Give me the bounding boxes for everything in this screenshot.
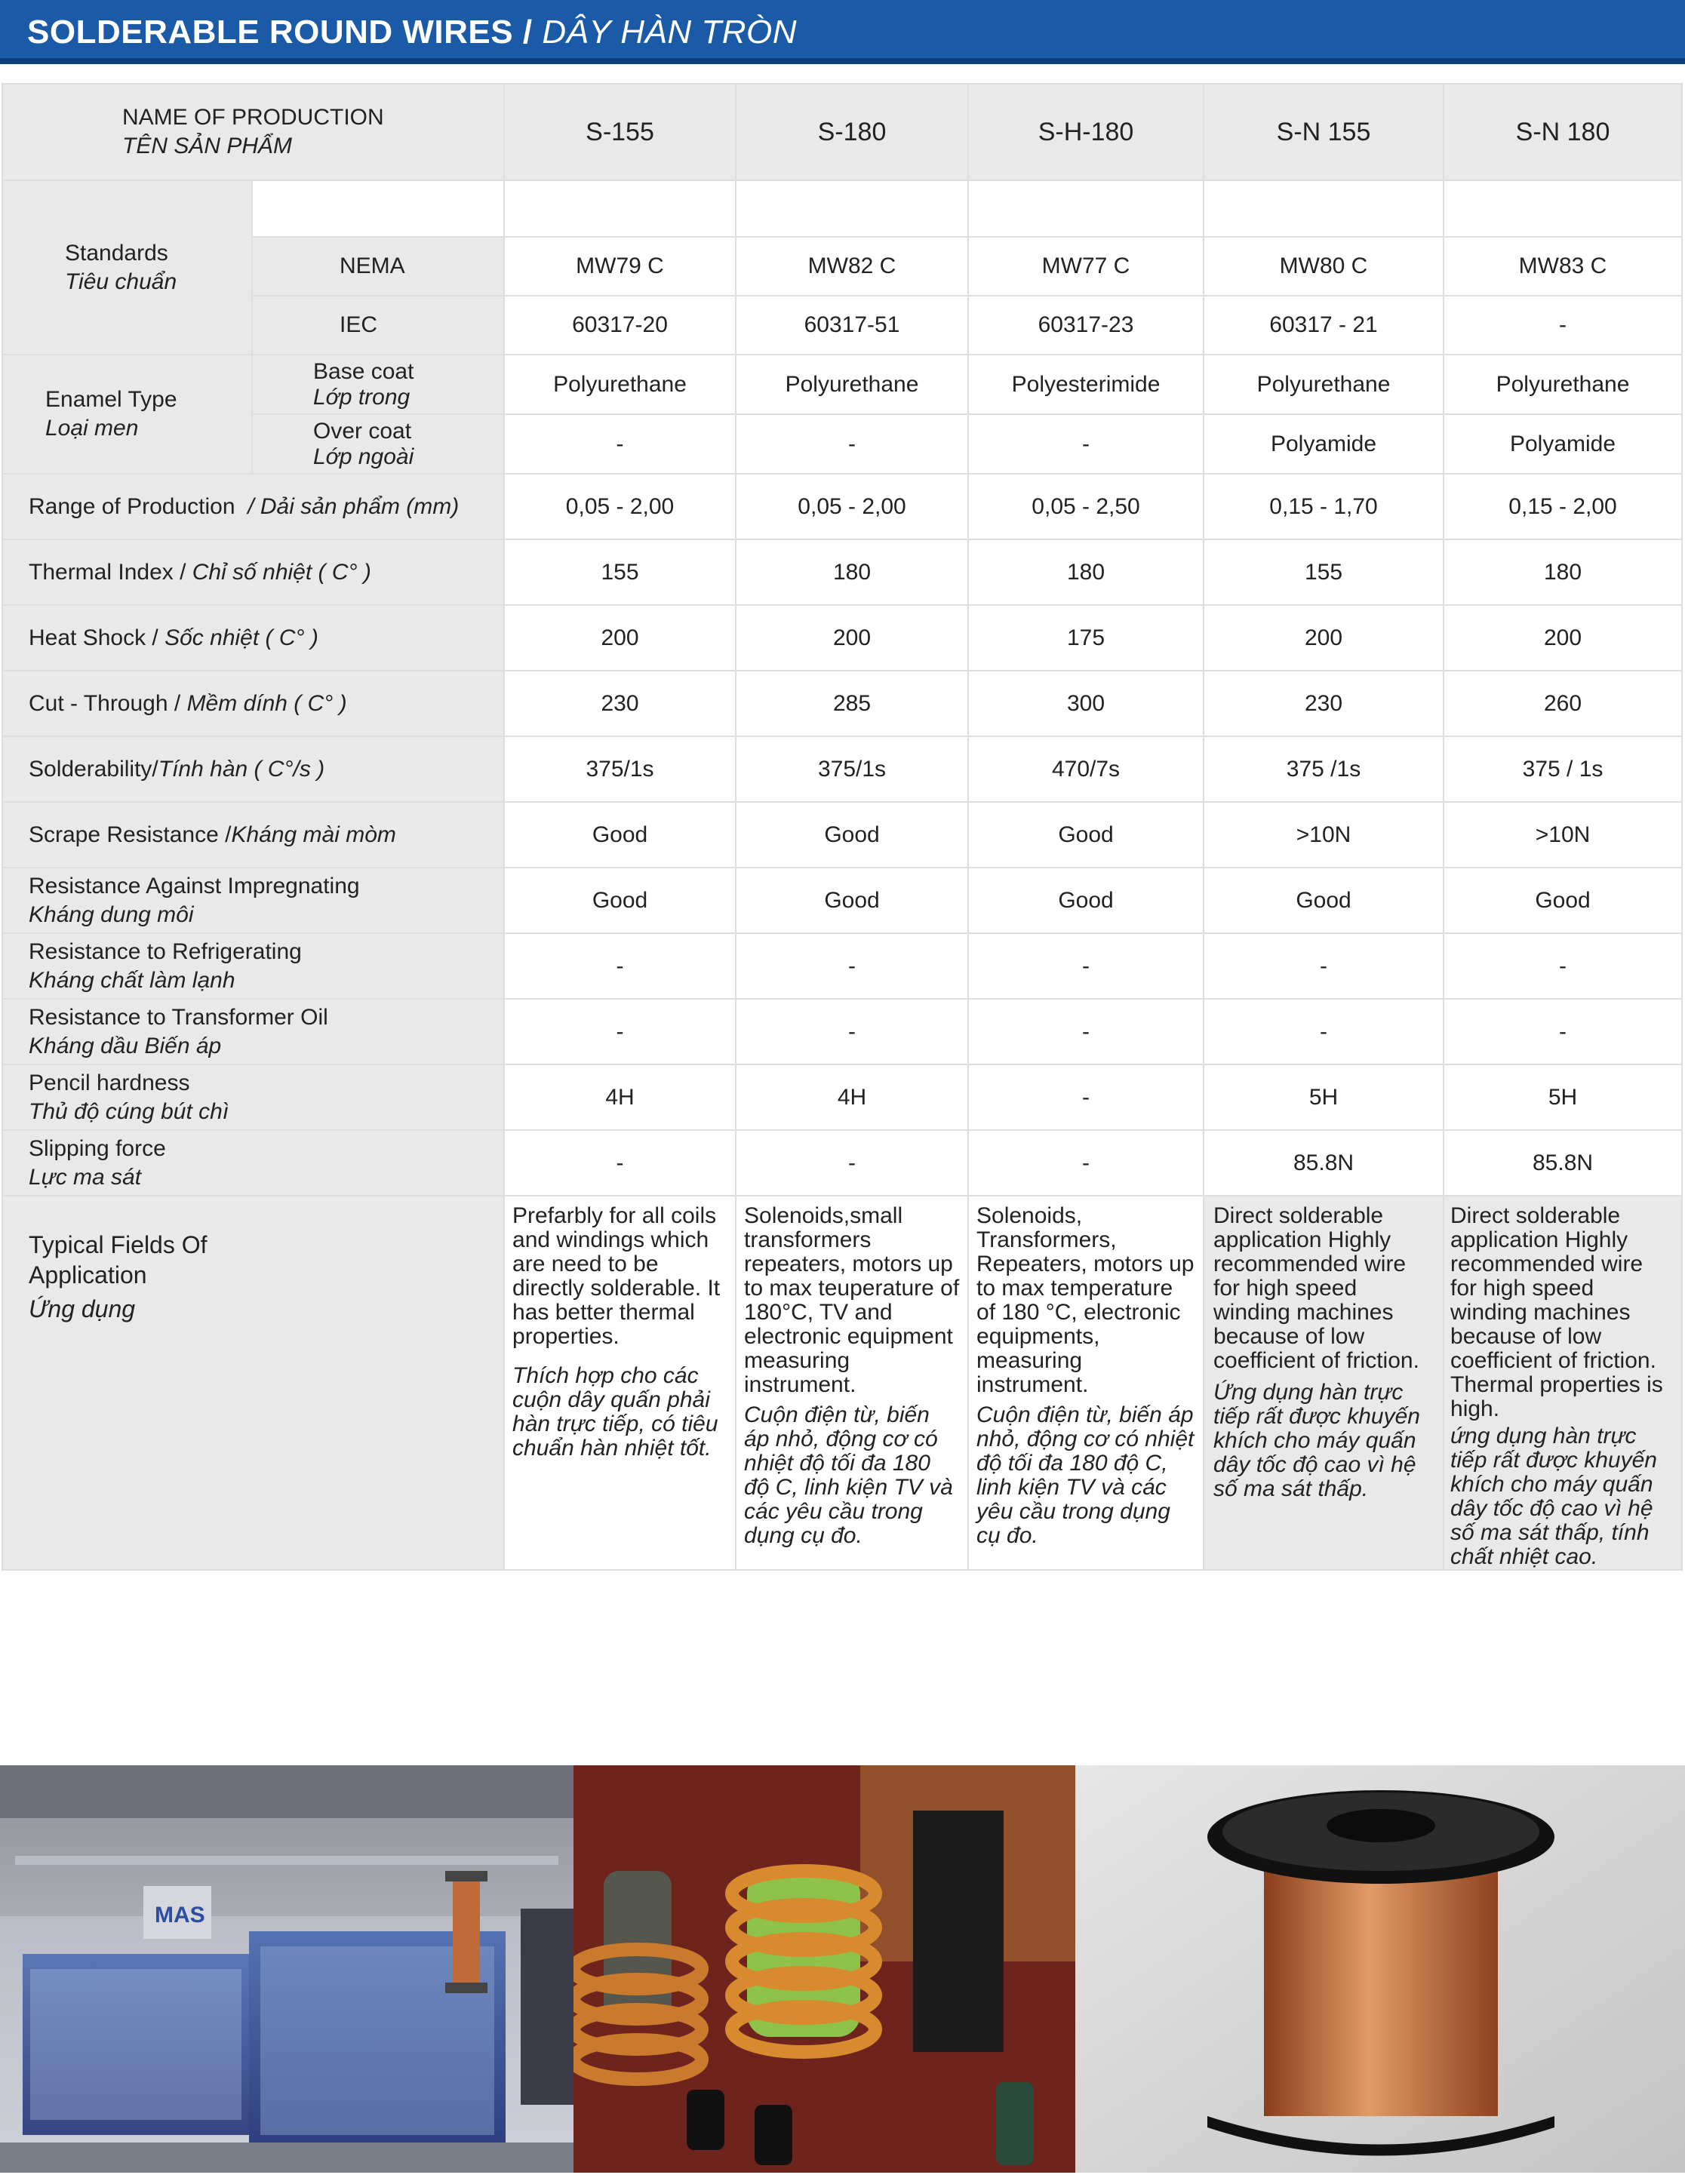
row-label-en: Range of Production: [29, 493, 235, 519]
table-cell: [736, 180, 968, 237]
application-cell: [736, 1196, 968, 1570]
table-cell: -: [968, 1064, 1204, 1130]
table-cell: MW82 C: [736, 237, 968, 296]
table-cell: 60317 - 21: [1204, 296, 1444, 355]
table-cell: 200: [1444, 605, 1682, 671]
table-cell: Good: [968, 802, 1204, 868]
table-cell: -: [736, 414, 968, 474]
table-cell: 375 /1s: [1204, 736, 1444, 802]
row-label-vi: Kháng mài mòm: [231, 822, 396, 847]
row-label-en: Heat Shock /: [29, 625, 158, 650]
table-cell: -: [504, 933, 736, 999]
standards-label-vi: Tiêu chuẩn: [65, 269, 177, 294]
row-label-vi: Sốc nhiệt ( C° ): [165, 625, 318, 650]
application-label-en-1: Typical Fields Of: [29, 1231, 208, 1258]
table-cell: -: [968, 999, 1204, 1064]
row-label-en: Solderability/: [29, 756, 158, 782]
machine-logo: MAS: [155, 1903, 205, 1928]
application-vi: Ứng dụng hàn trực tiếp rất được khuyến khích cho máy quấn dây tốc độ cao vì hệ số ma sát thấp.: [1213, 1380, 1420, 1501]
row-label-en: Thermal Index /: [29, 559, 186, 585]
product-header: S-180: [736, 84, 968, 180]
table-cell: 0,05 - 2,00: [736, 474, 968, 539]
table-cell: -: [968, 414, 1204, 474]
table-cell: Good: [968, 868, 1204, 933]
table-cell: Good: [504, 868, 736, 933]
page-title: [27, 14, 797, 51]
table-cell: 375/1s: [736, 736, 968, 802]
table-cell: 85.8N: [1204, 1130, 1444, 1196]
table-cell: Polyamide: [1444, 414, 1682, 474]
table-cell: 4H: [736, 1064, 968, 1130]
table-cell: 285: [736, 671, 968, 736]
product-header: S-H-180: [968, 84, 1204, 180]
table-cell: >10N: [1204, 802, 1444, 868]
table-cell: 5H: [1204, 1064, 1444, 1130]
row-label-vi: Kháng chất làm lạnh: [29, 967, 235, 993]
product-header: S-N 155: [1204, 84, 1444, 180]
row-label-vi: Lực ma sát: [29, 1164, 142, 1190]
row-label-vi: Kháng dung môi: [29, 902, 194, 927]
table-cell: Good: [1444, 868, 1682, 933]
copper-spool-photo: [1075, 1765, 1685, 2173]
over-coat-en: Over coat: [313, 418, 412, 444]
application-cell: [1444, 1196, 1682, 1570]
table-cell: 4H: [504, 1064, 736, 1130]
table-cell: Polyamide: [1204, 414, 1444, 474]
table-cell: -: [1444, 296, 1682, 355]
table-cell: 85.8N: [1444, 1130, 1682, 1196]
table-cell: >10N: [1444, 802, 1682, 868]
row-label-en: Slipping force: [29, 1135, 166, 1161]
table-cell: -: [736, 999, 968, 1064]
title-vi: DÂY HÀN TRÒN: [542, 14, 797, 51]
row-label-en: Scrape Resistance /: [29, 822, 232, 847]
table-row: [2, 237, 1682, 296]
table-row: [2, 180, 1682, 237]
row-label-en: Pencil hardness: [29, 1070, 190, 1095]
table-cell: 375 / 1s: [1444, 736, 1682, 802]
row-label: [2, 474, 504, 539]
table-cell: -: [504, 1130, 736, 1196]
table-cell: 0,15 - 1,70: [1204, 474, 1444, 539]
application-label-vi: Ứng dụng: [29, 1295, 136, 1322]
table-cell: MW77 C: [968, 237, 1204, 296]
row-label-en: Resistance to Refrigerating: [29, 938, 302, 964]
table-row: [2, 868, 1682, 933]
spec-table: [2, 83, 1683, 1571]
iec-label: IEC: [252, 296, 504, 355]
row-label-en: Resistance to Transformer Oil: [29, 1004, 328, 1030]
nema-label: NEMA: [252, 237, 504, 296]
table-cell: Polyurethane: [736, 355, 968, 414]
over-coat-label: [252, 414, 504, 474]
base-coat-label: [252, 355, 504, 414]
table-cell: 180: [1444, 539, 1682, 605]
application-vi: Cuộn điện từ, biến áp nhỏ, động cơ có nhiệt độ tối đa 180 độ C, linh kiện TV và các yêu cầu trong dụng cụ đo.: [976, 1402, 1195, 1548]
row-label-vi: Thủ độ cúng bút chì: [29, 1098, 229, 1124]
table-cell: [1204, 180, 1444, 237]
name-label-vi: TÊN SẢN PHẨM: [122, 134, 293, 158]
table-cell: [968, 180, 1204, 237]
table-cell: Good: [736, 802, 968, 868]
table-cell: [504, 180, 736, 237]
row-label-en: Resistance Against Impregnating: [29, 873, 360, 898]
table-cell: Good: [1204, 868, 1444, 933]
table-cell: -: [504, 999, 736, 1064]
table-row: [2, 933, 1682, 999]
row-label: [2, 802, 504, 868]
table-cell: Polyesterimide: [968, 355, 1204, 414]
coils-photo: [573, 1765, 1075, 2173]
application-en: Solenoids,small transformers repeaters, motors up to max teuperature of 180°C, TV and electronic equipment measuring instrument.: [744, 1203, 960, 1397]
table-cell: -: [968, 933, 1204, 999]
row-label-vi: Tính hàn ( C°/s ): [158, 756, 325, 782]
application-cell: [968, 1196, 1204, 1570]
table-header-row: [2, 84, 1682, 180]
application-en: Direct solderable application Highly recommended wire for high speed winding machines because of low coefficient of friction. Thermal properties is high.: [1450, 1203, 1663, 1421]
page-header: [0, 0, 1685, 64]
table-cell: 155: [1204, 539, 1444, 605]
table-row: [2, 296, 1682, 355]
table-cell: 60317-51: [736, 296, 968, 355]
table-cell: Polyurethane: [1204, 355, 1444, 414]
table-cell: 180: [736, 539, 968, 605]
table-cell: 200: [736, 605, 968, 671]
row-label-vi: Mềm dính ( C° ): [186, 690, 347, 716]
table-cell: 0,05 - 2,00: [504, 474, 736, 539]
application-cell: [1204, 1196, 1444, 1570]
table-cell: 0,05 - 2,50: [968, 474, 1204, 539]
table-cell: 230: [1204, 671, 1444, 736]
application-row: [2, 1196, 1682, 1570]
row-label: [2, 539, 504, 605]
table-cell: -: [1444, 933, 1682, 999]
row-label: [2, 1130, 504, 1196]
base-coat-vi: Lớp trong: [313, 384, 410, 410]
table-cell: Good: [504, 802, 736, 868]
table-row: [2, 671, 1682, 736]
table-cell: [252, 180, 504, 237]
row-label-vi: Kháng dầu Biến áp: [29, 1033, 222, 1058]
photo-strip: [0, 1765, 1685, 2184]
table-cell: MW83 C: [1444, 237, 1682, 296]
table-cell: -: [1204, 933, 1444, 999]
standards-label: [2, 180, 252, 355]
application-vi: ứng dụng hàn trực tiếp rất được khuyến khích cho máy quấn dây tốc độ cao vì hệ số ma sát thấp, tính chất nhiệt cao.: [1450, 1424, 1657, 1569]
product-header: S-155: [504, 84, 736, 180]
standards-label-en: Standards: [65, 240, 168, 266]
winding-machine-photo: [0, 1765, 573, 2173]
table-cell: Polyurethane: [1444, 355, 1682, 414]
table-row: [2, 539, 1682, 605]
enamel-label: [2, 355, 252, 474]
table-cell: 155: [504, 539, 736, 605]
table-cell: Polyurethane: [504, 355, 736, 414]
table-row: [2, 999, 1682, 1064]
table-row: [2, 474, 1682, 539]
application-cell: [504, 1196, 736, 1570]
application-en: Prefarbly for all coils and windings which are need to be directly solderable. It has better thermal properties.: [512, 1203, 721, 1349]
application-vi: Thích hợp cho các cuộn dây quấn phải hàn trực tiếp, có tiêu chuẩn hàn nhiệt tốt.: [512, 1363, 718, 1461]
enamel-label-vi: Loại men: [45, 416, 139, 441]
table-row: [2, 355, 1682, 414]
application-en: Direct solderable application Highly recommended wire for high speed winding machines because of low coefficient of friction.: [1213, 1203, 1419, 1373]
row-label: [2, 933, 504, 999]
table-cell: -: [1204, 999, 1444, 1064]
over-coat-vi: Lớp ngoài: [313, 444, 414, 469]
row-label-en: Cut - Through /: [29, 690, 181, 716]
name-of-production-cell: [2, 84, 504, 180]
table-cell: Good: [736, 868, 968, 933]
table-cell: -: [504, 414, 736, 474]
table-cell: [1444, 180, 1682, 237]
title-en: SOLDERABLE ROUND WIRES /: [27, 14, 533, 51]
row-label: [2, 605, 504, 671]
table-row: [2, 802, 1682, 868]
table-cell: 5H: [1444, 1064, 1682, 1130]
application-label-en-2: Application: [29, 1261, 147, 1289]
row-label: [2, 671, 504, 736]
table-row: [2, 605, 1682, 671]
application-en: Solenoids, Transformers, Repeaters, motors up to max temperature of 180 °C, electronic equipments, measuring instrument.: [976, 1203, 1195, 1397]
table-cell: 230: [504, 671, 736, 736]
table-row: [2, 1130, 1682, 1196]
name-label-en: NAME OF PRODUCTION: [122, 105, 384, 130]
table-cell: 175: [968, 605, 1204, 671]
table-cell: 200: [1204, 605, 1444, 671]
table-cell: 260: [1444, 671, 1682, 736]
row-label-vi: / Dải sản phẩm (mm): [248, 493, 460, 519]
row-label: [2, 999, 504, 1064]
row-label-vi: Chỉ số nhiệt ( C° ): [192, 559, 371, 585]
table-cell: 200: [504, 605, 736, 671]
table-cell: 470/7s: [968, 736, 1204, 802]
table-cell: -: [968, 1130, 1204, 1196]
table-cell: 60317-20: [504, 296, 736, 355]
table-cell: 300: [968, 671, 1204, 736]
table-cell: -: [1444, 999, 1682, 1064]
row-label: [2, 868, 504, 933]
table-row: [2, 414, 1682, 474]
table-cell: MW79 C: [504, 237, 736, 296]
table-cell: MW80 C: [1204, 237, 1444, 296]
base-coat-en: Base coat: [313, 358, 414, 384]
table-cell: 180: [968, 539, 1204, 605]
table-row: [2, 736, 1682, 802]
table-cell: 375/1s: [504, 736, 736, 802]
table-cell: 60317-23: [968, 296, 1204, 355]
row-label: [2, 1064, 504, 1130]
table-cell: -: [736, 933, 968, 999]
table-row: [2, 1064, 1682, 1130]
application-vi: Cuộn điện từ, biến áp nhỏ, động cơ có nhiệt độ tối đa 180 độ C, linh kiện TV và các yêu cầu trong dụng cụ đo.: [744, 1402, 953, 1548]
application-label: [2, 1196, 504, 1570]
enamel-label-en: Enamel Type: [45, 387, 177, 412]
row-label: [2, 736, 504, 802]
table-cell: -: [736, 1130, 968, 1196]
product-header: S-N 180: [1444, 84, 1682, 180]
table-cell: 0,15 - 2,00: [1444, 474, 1682, 539]
